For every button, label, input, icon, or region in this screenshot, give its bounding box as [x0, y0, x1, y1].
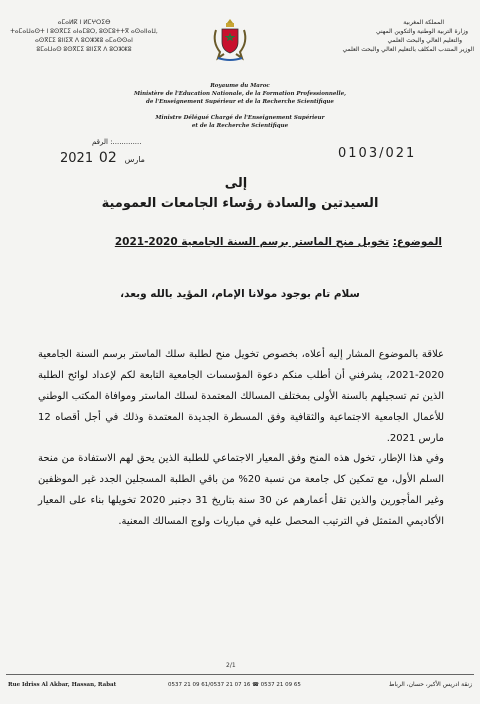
reference-number: 0103/021 [338, 146, 417, 161]
footer-phones: 0537 21 09 61/0537 21 07 16 ☎ 0537 21 09 65 [168, 682, 301, 688]
subject-label: الموضوع: [392, 236, 442, 248]
arabic-line: المملكة المغربية [403, 19, 444, 26]
footer-address-ar: زنقة ادريس الأكبر، حسان، الرباط [388, 681, 472, 688]
paragraph-2: وفي هذا الإطار، تخول هذه المنح وفق المعيار الاجتماعي للطلبة الذين يحق لهم الاستفادة من منحة السلم الأول، مع تمكين كل جامعة من نسبة 20% من باقي الطلبة المسجلين الجدد غير الموظفين وغير المأجورين والذين تقل أعمارهم عن 30 سنة بتاريخ 31 دجنبر 2020 تخويلها بناء على المعيار الأكاديمي المتمثل في الترتيب المحصل عليه في مباريات ولوج المسالك المعنية. [38, 453, 445, 527]
page-number: 2/1 [226, 662, 236, 669]
reference-label: الرقم :............. [92, 138, 142, 146]
subject-text: تخويل منح الماستر برسم السنة الجامعية 2020-2021 [114, 236, 390, 248]
header-tifinagh [4, 18, 164, 54]
recipient-to: إلى [224, 176, 248, 191]
arabic-line: والتعليم العالي والبحث العلمي [387, 37, 462, 44]
delegate-line: et de la Recherche Scientifique [191, 123, 289, 129]
tifinagh-line: ⴰⵙⴳⵎⵉ ⵓⵏⵏⵉⴳ ⴷ ⵓⵔⵣⵣⵓ ⴰⵎⴰⵙⵙⴰⵏ [35, 37, 133, 44]
tifinagh-line: ⴰⵎⴰⵍⴽ ⵏ ⵍⵎⵖⵔⵉⴱ [57, 19, 111, 26]
ministry-line: Ministère de l'Education Nationale, de la Formation Professionnelle, [134, 91, 346, 97]
letter-date [60, 150, 145, 166]
delegate-line: Ministre Délégué Chargé de l'Enseignement Supérieur [155, 115, 325, 121]
date-month: مارس [124, 155, 145, 164]
date-year: 2021 [60, 151, 94, 166]
arabic-line: وزارة التربية الوطنية والتكوين المهني [375, 28, 468, 35]
ministry-line: de l'Enseignement Supérieur et de la Recherche Scientifique [146, 99, 334, 105]
arabic-line: الوزير المنتدب المكلف بالتعليم العالي والبحث العلمي [342, 46, 474, 53]
recipient-line: السيدتين والسادة رؤساء الجامعات العمومية [101, 196, 379, 211]
header-french [90, 82, 390, 106]
footer-address-fr: Rue Idriss Al Akbar, Hassan, Rabat [8, 682, 117, 688]
header-arabic [294, 18, 474, 54]
kingdom-title: Royaume du Maroc [210, 83, 270, 89]
subject [22, 236, 442, 248]
tifinagh-line: ⵜⴰⵎⴰⵡⴰⵙⵜ ⵏ ⵓⵙⴳⵎⵉ ⴰⵏⴰⵎⵓⵔ, ⵓⵙⵎⵓⵜⵜⴳ ⴰⵙⴰⵏⵏⴰⵡ, [10, 28, 158, 35]
coat-of-arms-emblem [206, 16, 254, 64]
tifinagh-line: ⵓⵎⴰⵡⴰⵙ ⵓⵙⴳⵎⵉ ⵓⵏⵏⵉⴳ ⴷ ⵓⵔⵣⵣⵓ [36, 46, 132, 53]
greeting: سلام تام بوجود مولانا الإمام، المؤيد بالله وبعد، [120, 288, 360, 300]
date-day: 02 [98, 150, 117, 166]
footer-rule [6, 674, 474, 675]
paragraph-1: علاقة بالموضوع المشار إليه أعلاه، بخصوص تخويل منح لطلبة سلك الماستر برسم السنة الجامعية 2020-2021، يشرفني أن أطلب منكم دعوة المؤسسات الجامعية التابعة لكم لإعداد لوائح الطلبة الذين تم تسجيلهم بالسنة الأولى بمختلف المسالك المعتمدة لسلك الماستر وموافاة المكتب الوطني للأعمال الجامعية الاجتماعية والثقافية وفق المسطرة الجديدة المعتمدة وذلك في أجل أقصاه 12 مارس 2021. [38, 349, 444, 444]
header-french-delegate [110, 114, 370, 130]
